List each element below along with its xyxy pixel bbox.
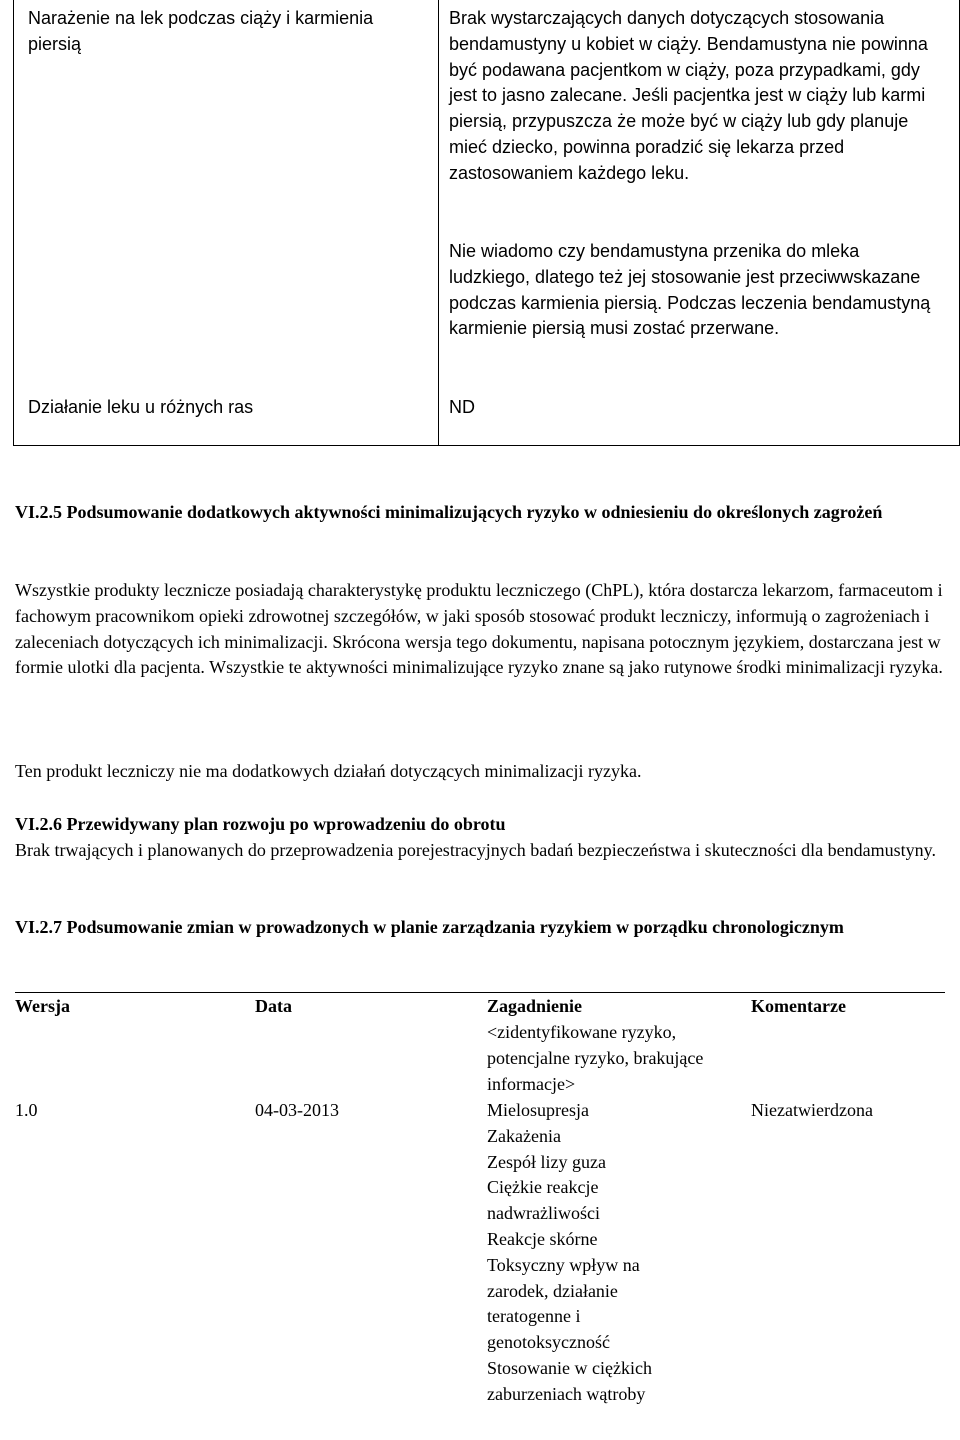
race-value: ND xyxy=(449,397,475,417)
pregnancy-text-2: Nie wiadomo czy bendamustyna przenika do mleka ludzkiego, dlatego też jej stosowanie jest przeciwwskazane podczas karmienia piersią. Podczas leczenia bendamustyną karmienie piersią musi zostać przerwane. xyxy=(449,241,931,339)
row-version: 1.0 xyxy=(15,1100,38,1120)
issue-placeholder: <zidentyfikowane ryzyko, potencjalne ryzyko, brakujące informacje> xyxy=(487,1022,704,1094)
paragraph: Ten produkt leczniczy nie ma dodatkowych działań dotyczących minimalizacji ryzyka. xyxy=(15,761,642,781)
header-date: Data xyxy=(255,996,292,1016)
issue-list xyxy=(487,1098,702,1408)
list-item: Mielosupresja xyxy=(487,1100,589,1120)
section-6-2-5 xyxy=(15,500,945,526)
row-date: 04-03-2013 xyxy=(255,1100,339,1120)
column-divider xyxy=(438,0,439,445)
info-table xyxy=(13,0,960,446)
section-6-2-7 xyxy=(15,915,945,941)
header-comments: Komentarze xyxy=(751,996,846,1016)
row-comment: Niezatwierdzona xyxy=(751,1100,873,1120)
header-issue: Zagadnienie xyxy=(487,996,583,1016)
header-version: Wersja xyxy=(15,996,70,1016)
section-6-2-5-body xyxy=(15,578,945,681)
section-title: VI.2.6 Przewidywany plan rozwoju po wprowadzeniu do obrotu xyxy=(15,814,506,834)
section-title: VI.2.7 Podsumowanie zmian w prowadzonych w planie zarządzania ryzykiem w porządku chronologicznym xyxy=(15,917,844,937)
paragraph: Brak trwających i planowanych do przeprowadzenia porejestracyjnych badań bezpieczeństwa i skuteczności dla bendamustyny. xyxy=(15,839,936,860)
list-item: Reakcje skórne xyxy=(487,1228,598,1249)
list-item: Stosowanie w ciężkich zaburzeniach wątroby xyxy=(487,1357,652,1404)
pregnancy-label: Narażenie na lek podczas ciąży i karmienia piersią xyxy=(28,8,374,54)
race-label: Działanie leku u różnych ras xyxy=(28,397,254,417)
pregnancy-text-1: Brak wystarczających danych dotyczących stosowania bendamustyny u kobiet w ciąży. Bendamustyna nie powinna być podawana pacjentkom w ciąży, poza przypadkami, gdy jest to jasno zalecane. Jeśli pacjentka jest w ciąży lub karmi piersią, przypuszcza że może być w ciąży lub gdy planuje mieć dziecko, powinna poradzić się lekarza przed zastosowaniem każdego leku. xyxy=(449,8,928,183)
paragraph: Wszystkie produkty lecznicze posiadają charakterystykę produktu leczniczego (ChPL), która dostarcza lekarzom, farmaceutom i fachowym pracownikom opieki zdrowotnej szczegółów, w jaki sposób stosować produkt leczniczy, informują o zagrożeniach i zaleceniach dotyczących ich minimalizacji. Skrócona wersja tego dokumentu, napisana potocznym językiem, dostarczana jest w formie ulotki dla pacjenta. Wszystkie te aktywności minimalizujące ryzyko znane są jako rutynowe środki minimalizacji ryzyka. xyxy=(15,580,943,678)
table-top-border xyxy=(15,992,945,993)
section-title: VI.2.5 Podsumowanie dodatkowych aktywności minimalizujących ryzyko w odniesieniu do określonych zagrożeń xyxy=(15,502,883,522)
section-6-2-6 xyxy=(15,812,945,864)
list-item: Zespół lizy guza xyxy=(487,1151,606,1172)
section-6-2-5-note xyxy=(15,759,945,785)
list-item: Zakażenia xyxy=(487,1125,561,1146)
list-item: Toksyczny wpływ na zarodek, działanie teratogenne i genotoksyczność xyxy=(487,1254,640,1353)
list-item: Ciężkie reakcje nadwrażliwości xyxy=(487,1177,600,1224)
